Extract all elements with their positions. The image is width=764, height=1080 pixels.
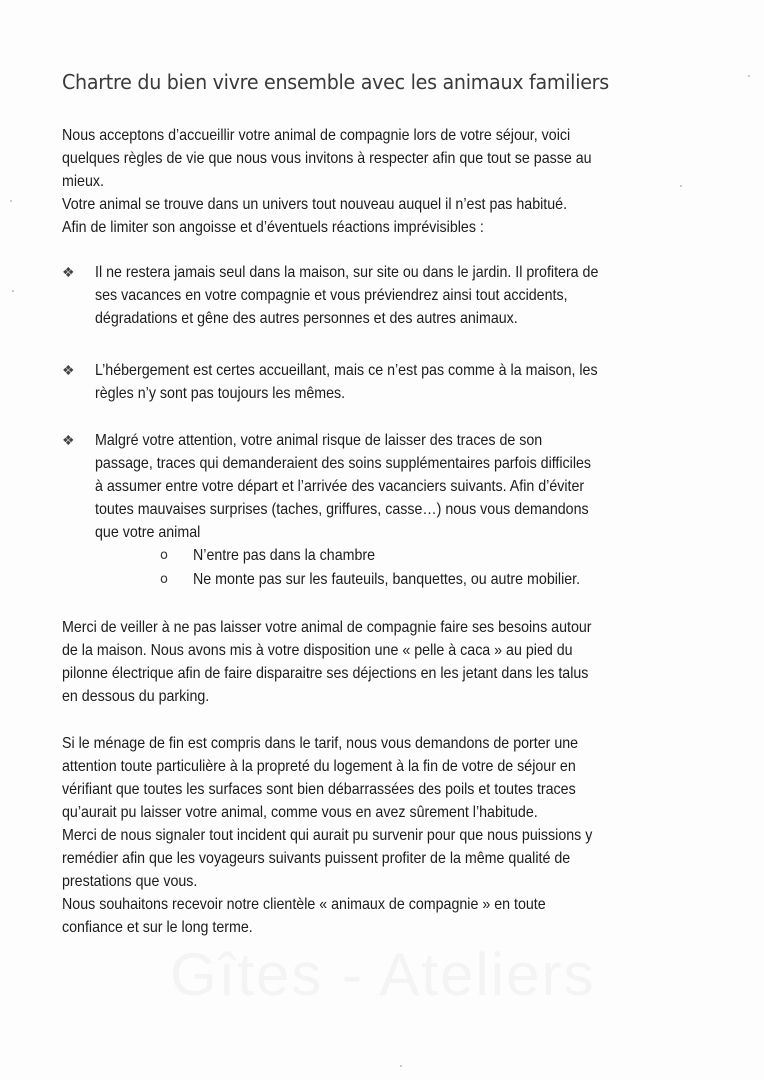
bullet-line: ses vacances en votre compagnie et vous préviendrez ainsi tout accidents, (95, 287, 568, 304)
paragraph-line: attention toute particulière à la propreté du logement à la fin de votre de séjour en (62, 758, 576, 775)
scan-speck (12, 290, 14, 292)
bullet-text (95, 359, 736, 405)
document-title: Chartre du bien vivre ensemble avec les animaux familiers (62, 70, 609, 94)
bullet-line: règles n’y sont pas toujours les mêmes. (95, 385, 346, 402)
bullet-line: Malgré votre attention, votre animal risque de laisser des traces de son (95, 432, 543, 449)
paragraph-line: confiance et sur le long terme. (62, 919, 253, 936)
diamond-bullet-icon: ❖ (62, 432, 75, 448)
bullet-line: dégradations et gêne des autres personnes et des autres animaux. (95, 310, 518, 327)
intro-line: mieux. (62, 173, 104, 190)
intro-paragraph (62, 124, 703, 239)
bullet-line: L’hébergement est certes accueillant, mais ce n’est pas comme à la maison, les (95, 362, 598, 379)
paragraph-line: Si le ménage de fin est compris dans le tarif, nous vous demandons de porter une (62, 735, 579, 752)
paragraph-line: pilonne électrique afin de faire disparaitre ses déjections en les jetant dans les talus (62, 665, 589, 682)
watermark: Gîtes - Ateliers (170, 941, 596, 1008)
scan-speck (10, 200, 12, 202)
intro-line: Votre animal se trouve dans un univers tout nouveau auquel il n’est pas habitué. (62, 196, 568, 213)
bullet-line: que votre animal (95, 524, 201, 541)
paragraph-line: Merci de nous signaler tout incident qui aurait pu survenir pour que nous puissions y (62, 827, 593, 844)
bullet-line: à assumer entre votre départ et l’arrivée des vacanciers suivants. Afin d’éviter (95, 478, 585, 495)
paragraph-line: prestations que vous. (62, 873, 198, 890)
paragraph-line: qu’aurait pu laisser votre animal, comme vous en avez sûrement l’habitude. (62, 804, 538, 821)
paragraph-line: vérifiant que toutes les surfaces sont bien débarrassées des poils et toutes traces (62, 781, 576, 798)
intro-line: quelques règles de vie que nous vous invitons à respecter afin que tout se passe au (62, 150, 592, 167)
paragraph-line: Nous souhaitons recevoir notre clientèle « animaux de compagnie » en toute (62, 896, 546, 913)
diamond-bullet-icon: ❖ (62, 264, 75, 280)
paragraph-line: Merci de veiller à ne pas laisser votre animal de compagnie faire ses besoins autour (62, 619, 592, 636)
paragraph-line: remédier afin que les voyageurs suivants puissent profiter de la même qualité de (62, 850, 571, 867)
circle-bullet-icon: o (160, 572, 168, 587)
bullet-line: passage, traces qui demanderaient des soins supplémentaires parfois difficiles (95, 455, 592, 472)
sub-bullet-text: Ne monte pas sur les fauteuils, banquettes, ou autre mobilier. (193, 571, 581, 588)
cleaning-paragraph (62, 732, 703, 939)
paragraph-line: en dessous du parking. (62, 688, 210, 705)
scan-speck (680, 185, 682, 187)
scan-speck (400, 1065, 402, 1067)
scan-speck (748, 75, 750, 77)
waste-paragraph (62, 616, 703, 708)
bullet-text (95, 429, 736, 544)
bullet-text (95, 261, 736, 330)
intro-line: Afin de limiter son angoisse et d’éventuels réactions imprévisibles : (62, 219, 484, 236)
bullet-line: toutes mauvaises surprises (taches, griffures, casse…) nous vous demandons (95, 501, 589, 518)
circle-bullet-icon: o (160, 548, 168, 563)
sub-bullet-text: N’entre pas dans la chambre (193, 547, 376, 564)
paragraph-line: de la maison. Nous avons mis à votre disposition une « pelle à caca » au pied du (62, 642, 573, 659)
intro-line: Nous acceptons d’accueillir votre animal de compagnie lors de votre séjour, voici (62, 127, 571, 144)
diamond-bullet-icon: ❖ (62, 362, 75, 378)
bullet-line: Il ne restera jamais seul dans la maison, sur site ou dans le jardin. Il profitera de (95, 264, 599, 281)
